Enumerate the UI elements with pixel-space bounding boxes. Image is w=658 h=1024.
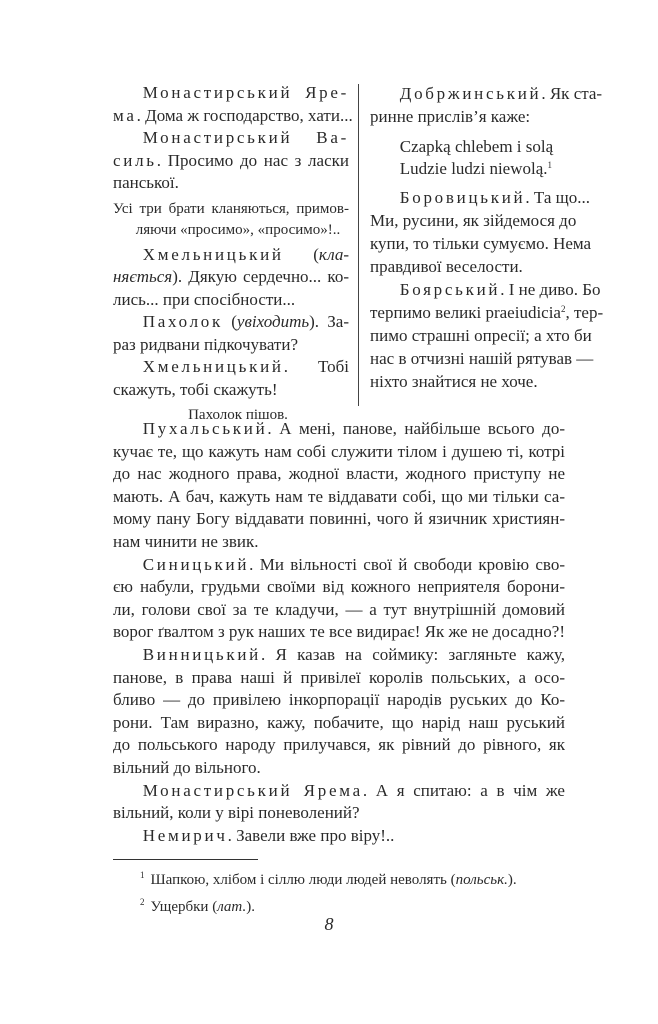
text-segment: нам чинити не звик. — [113, 531, 259, 551]
text-line — [113, 172, 349, 195]
text-line — [113, 463, 565, 486]
text-segment: Ludzie ludzi niewolą. — [399, 159, 548, 178]
text-segment: до нас жодного права, жодної власти, жодного приступу не — [113, 464, 565, 484]
text-segment: ніхто знайтися не хоче. — [370, 372, 538, 391]
speaker-name: Добржинський — [399, 84, 542, 103]
text-segment: раз ридвани підкочувати? — [113, 334, 299, 354]
text-segment: . А мені, панове, найбільше всього до- — [267, 419, 565, 438]
text-segment: ). Дякую сердечно... ко- — [172, 267, 349, 286]
speech-paragraph — [113, 780, 565, 825]
text-segment: . Просимо до нас з ласки — [156, 150, 349, 170]
text-segment: . Я казав на соймику: загляньте кажу, — [261, 644, 565, 664]
speech-paragraph — [113, 244, 349, 312]
text-line — [113, 734, 565, 757]
speech-paragraph — [113, 825, 565, 848]
footnote-text: ). — [246, 899, 255, 915]
text-segment: Ми, русини, як зійдемося до — [370, 211, 577, 230]
speaker-name: Винницький — [142, 644, 261, 664]
text-line — [113, 599, 565, 622]
speech-paragraph — [113, 311, 349, 356]
text-line — [113, 199, 349, 220]
text-segment: . Завели вже про віру!.. — [227, 825, 395, 845]
speaker-name: Немирич — [142, 825, 228, 845]
text-segment: ляючи «просимо», «просимо»!.. — [135, 221, 341, 238]
text-line — [113, 418, 565, 441]
text-segment: . Та що... — [525, 188, 590, 207]
text-line — [370, 255, 572, 278]
text-segment: правдивої веселости. — [370, 257, 523, 276]
speaker-name: Монастирський Ва- — [142, 128, 349, 147]
speech-paragraph — [370, 186, 592, 278]
text-segment: Пахолок пішов. — [188, 407, 288, 423]
text-segment: купи, то тільки сумуємо. Нема — [370, 234, 592, 253]
footnote-text: ). — [507, 872, 517, 888]
text-line — [113, 379, 349, 402]
text-segment: рони. Там виразно, кажу, побачите, що нарід наш руський — [113, 712, 565, 732]
text-line — [370, 105, 572, 128]
text-segment: мому пану Богу віддавати повинні, чого й язичник християн- — [113, 509, 565, 529]
speaker-name: Пахолок — [142, 312, 223, 331]
text-line — [113, 289, 349, 312]
speaker-name: Боярський — [399, 280, 501, 299]
speaker-name: Монастирський Яре- — [142, 83, 349, 102]
text-segment: нас в отчизні нашій рятував — — [370, 349, 594, 368]
main-text — [113, 418, 565, 847]
text-segment: єю набули, грудьми своїми від кожного неприятеля борони- — [113, 577, 565, 597]
speaker-name: ма — [113, 105, 137, 125]
text-line — [113, 802, 565, 825]
text-segment: . І не диво. Бо — [500, 280, 601, 299]
text-line — [113, 356, 349, 379]
text-line — [113, 441, 565, 464]
footnote-number: 1 — [140, 870, 145, 880]
italic-text: увіходить — [236, 312, 310, 331]
text-line — [113, 105, 353, 128]
text-line — [113, 757, 565, 780]
speaker-name: Хмельницький — [142, 244, 284, 264]
speech-paragraph — [113, 418, 565, 554]
left-column — [113, 82, 353, 429]
italic-text: польськ. — [455, 872, 508, 888]
text-line — [113, 780, 565, 803]
text-segment: мають. А бач, кажуть нам те віддавати собі, що ми тільки са- — [113, 486, 565, 506]
stage-direction — [113, 199, 349, 241]
speech-paragraph — [113, 82, 353, 127]
text-line — [113, 311, 349, 334]
footnote-text: Шапкою, хлібом і сіллю люди людей неволять ( — [150, 872, 456, 888]
footnote-ref: 1 — [547, 160, 553, 170]
text-line — [113, 220, 349, 241]
text-segment: лись... при спосібности... — [113, 289, 296, 309]
text-segment: скажуть, тобі скажуть! — [113, 379, 278, 399]
text-segment: Усі три брати кланяються, примов- — [113, 200, 349, 217]
speech-paragraph — [113, 356, 349, 401]
text-line — [370, 324, 592, 347]
text-line — [113, 334, 349, 357]
verse-quote — [370, 136, 572, 180]
speaker-name: Синицький — [142, 554, 250, 574]
text-line — [113, 486, 565, 509]
speech-paragraph — [113, 554, 565, 644]
speaker-name: Монастирський Ярема — [142, 780, 363, 800]
text-line — [113, 266, 349, 289]
footnote-rule — [113, 859, 258, 860]
text-segment: ринне прислів’я каже: — [370, 107, 531, 126]
speaker-name: силь — [113, 150, 157, 170]
text-segment: терпимо великі praeiudicia — [370, 303, 561, 322]
text-segment: панської. — [113, 173, 179, 192]
footnote-ref: 2 — [560, 304, 566, 314]
text-line — [370, 158, 572, 180]
text-segment: . Ми вільності свої й свободи кровію сво- — [249, 554, 565, 574]
text-line — [113, 576, 565, 599]
text-line — [113, 689, 565, 712]
right-column — [370, 82, 604, 393]
speech-paragraph — [370, 82, 603, 128]
text-line — [370, 347, 594, 370]
text-segment: пимо страшні опресії; а хто би — [370, 326, 592, 345]
text-line — [370, 232, 592, 255]
text-line — [113, 150, 349, 173]
text-segment: ). За- — [309, 312, 349, 331]
text-line — [113, 825, 565, 848]
text-segment: до польського народу прилучався, як рівний до рівного, як — [113, 735, 565, 755]
text-segment: ли, голови свої за те кладучи, — а тут внутрішній домовий — [113, 599, 565, 619]
text-line — [113, 621, 565, 644]
footnotes — [140, 864, 517, 918]
text-segment: бливо — до привілею інкорпорації народів руських до Ко- — [113, 690, 565, 710]
speech-paragraph — [370, 278, 604, 393]
text-line — [113, 244, 349, 267]
text-line — [370, 82, 603, 105]
text-segment: . А я спитаю: а в чім же — [362, 780, 565, 800]
text-segment: . Дома ж господарство, хати... — [136, 105, 353, 125]
text-line — [113, 554, 565, 577]
speech-paragraph — [113, 127, 349, 195]
text-line — [370, 301, 604, 324]
text-segment: , тер- — [565, 303, 604, 322]
text-segment: кучає те, що кажуть нам собі служити тілом і душею ті, котрі — [113, 441, 565, 461]
text-segment: ворог ґвалтом з рук наших те все видирає! Як же не досадно?! — [113, 622, 566, 642]
text-line — [113, 127, 349, 150]
speech-paragraph — [113, 644, 565, 780]
text-line — [370, 136, 572, 158]
text-segment: . Як ста- — [541, 84, 603, 103]
speaker-name: Пухальський — [142, 419, 268, 438]
column-divider — [358, 84, 359, 406]
text-segment: . Тобі — [283, 357, 349, 376]
text-segment: Czapką chlebem i solą — [399, 137, 554, 156]
italic-text: няється — [113, 267, 173, 286]
text-line — [370, 186, 590, 209]
text-line — [370, 278, 601, 301]
text-line — [113, 644, 565, 667]
speaker-name: Хмельницький — [142, 357, 284, 376]
text-line — [113, 531, 565, 554]
italic-text: лат. — [217, 899, 247, 915]
text-line — [113, 712, 565, 735]
footnote-number: 2 — [140, 897, 145, 907]
text-segment: ( — [222, 312, 237, 331]
text-segment: вільний, коли у вірі поневолений? — [113, 803, 360, 823]
text-line — [370, 209, 577, 232]
footnote — [140, 864, 517, 891]
text-line — [370, 370, 572, 393]
text-segment: ( — [283, 244, 319, 264]
text-line — [113, 82, 349, 105]
page-number: 8 — [324, 914, 334, 934]
text-segment: панове, в права наші й привілеї королів польських, а осо- — [113, 667, 565, 687]
text-line — [113, 667, 565, 690]
italic-text: кла- — [318, 244, 349, 264]
text-line — [113, 508, 565, 531]
text-segment: вільний до вільного. — [113, 757, 261, 777]
speaker-name: Боровицький — [399, 188, 526, 207]
footnote-text: Ущербки ( — [150, 899, 218, 915]
